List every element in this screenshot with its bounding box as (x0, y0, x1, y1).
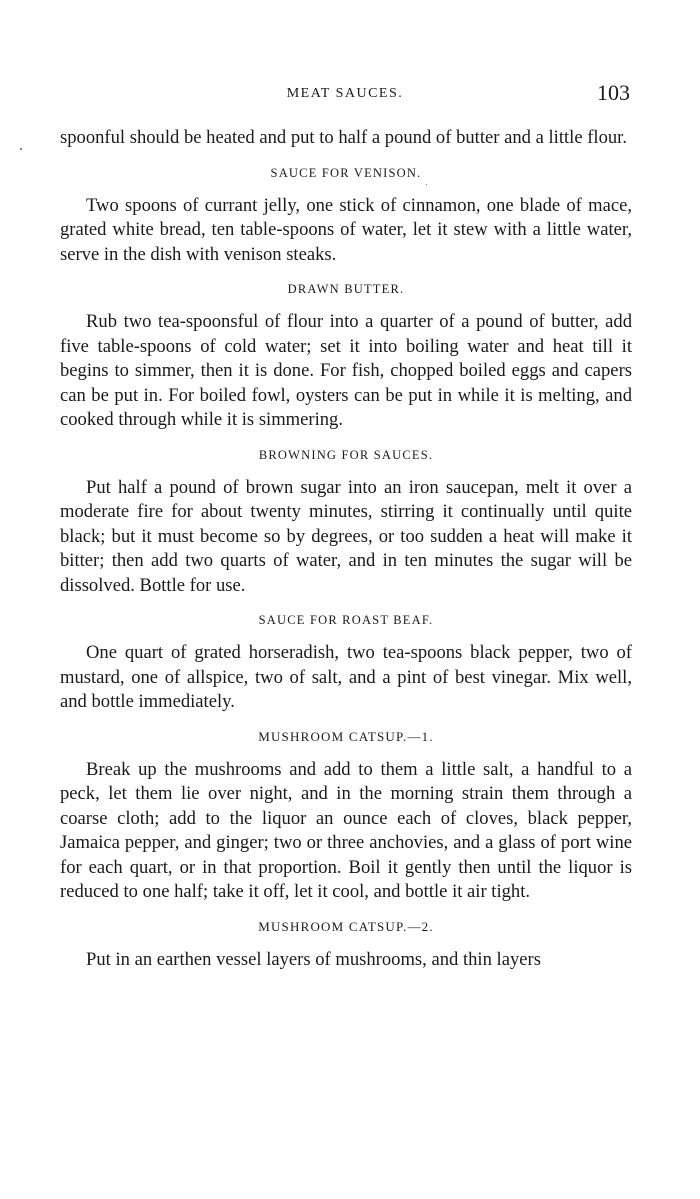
section-paragraph: Break up the mushrooms and add to them a little salt, a handful to a peck, let them lie over night, and in the morning strain them through a coarse cloth; add to the liquor an ounce each of cloves, black pepper, Jamaica pepper, and ginger; two or three anchovies, and a glass of port wine for each quart, or in that proportion. Boil it gently then until the liquor is reduced to one half; take it off, let it cool, and bottle it air tight. (60, 758, 632, 902)
print-speck (20, 148, 22, 150)
section-paragraph: Rub two tea-spoonsful of flour into a quarter of a pound of butter, add five table-spoons of cold water; set it into boiling water and heat till it begins to simmer, then it is done. For fish, chopped boiled eggs and capers can be put in. For boiled fowl, oysters can be put in while it is melting, and cooked through while it is simmering. (60, 311, 632, 430)
section-paragraph: Put in an earthen vessel layers of mushrooms, and thin layers (86, 948, 541, 970)
section-heading: MUSHROOM CATSUP.—2. (258, 918, 434, 934)
running-head (60, 80, 630, 108)
page-number: 103 (597, 80, 630, 105)
section-paragraph: Put half a pound of brown sugar into an iron saucepan, melt it over a moderate fire for about twenty minutes, stirring it continually until quite black; but it must become so by degrees, or too sudden a heat will make it bitter; then add two quarts of water, and in ten minutes the sugar will be dissolved. Bottle for use. (60, 476, 632, 596)
section-paragraph: Two spoons of currant jelly, one stick of cinnamon, one blade of mace, grated white bread, ten table-spoons of water, let it stew with a little water, serve in the dish with venison steaks. (60, 194, 632, 265)
section-heading: MUSHROOM CATSUP.—1. (258, 728, 434, 744)
section-heading: SAUCE FOR ROAST BEAF. (258, 613, 434, 627)
running-title: MEAT SAUCES. (286, 86, 404, 101)
section-heading: BROWNING FOR SAUCES. (258, 447, 434, 462)
section-heading: DRAWN BUTTER. (287, 282, 405, 296)
continuation-paragraph: spoonful should be heated and put to half a pound of butter and a little flour. (60, 127, 627, 148)
section-heading: SAUCE FOR VENISON. (270, 165, 422, 180)
page-body (60, 126, 632, 972)
section-paragraph: One quart of grated horseradish, two tea-spoons black pepper, two of mustard, one of allspice, two of salt, and a pint of best vinegar. Mix well, and bottle immediately. (60, 642, 632, 712)
